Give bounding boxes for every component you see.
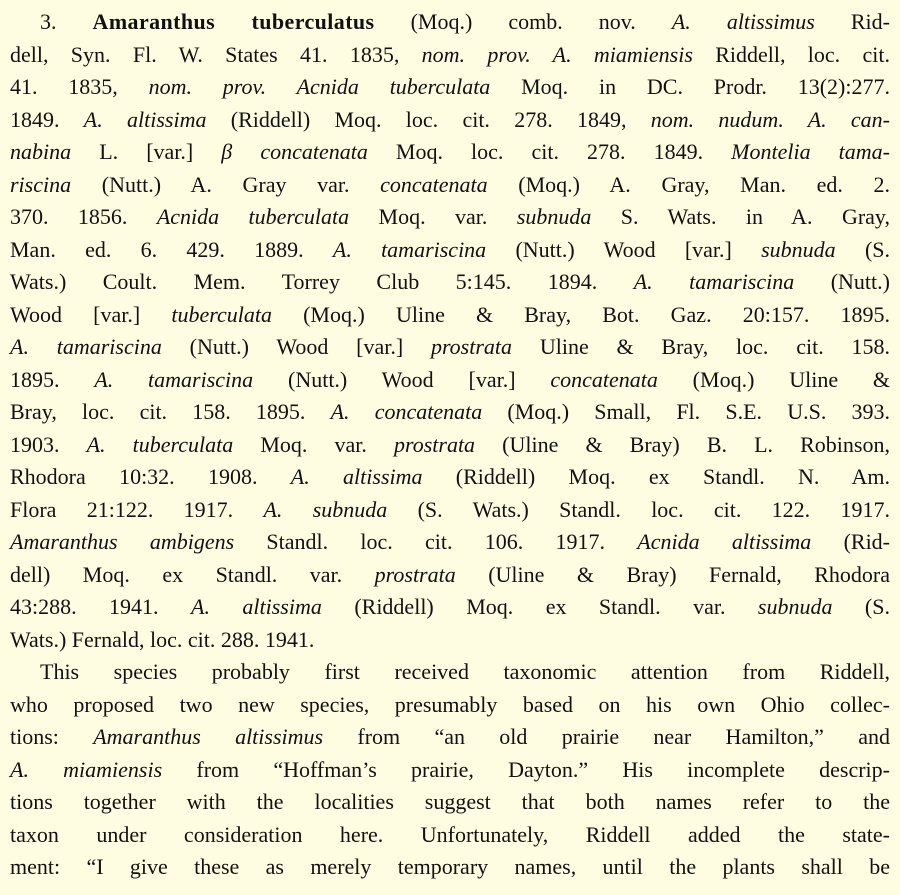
text-segment: 43:288. 1941. bbox=[10, 594, 192, 619]
text-segment: (Rid- bbox=[811, 529, 891, 554]
text-line bbox=[10, 234, 890, 267]
text-line bbox=[10, 39, 890, 72]
text-line bbox=[10, 689, 890, 722]
text-segment: (Moq.) Small, Fl. S.E. U.S. 393. bbox=[482, 399, 890, 424]
text-segment: Bray, loc. cit. 158. 1895. bbox=[10, 399, 331, 424]
italic-text: A. tamariscina bbox=[332, 236, 487, 262]
text-segment: 3. bbox=[40, 9, 93, 34]
italic-text: concatenata bbox=[550, 366, 658, 392]
italic-text: concatenata bbox=[380, 171, 488, 197]
text-line bbox=[10, 786, 890, 819]
text-segment: (S. bbox=[832, 594, 890, 619]
italic-text: A. tamariscina bbox=[94, 366, 254, 392]
italic-text: nabina bbox=[10, 139, 72, 164]
italic-text: subnuda bbox=[516, 204, 592, 229]
text-line bbox=[10, 201, 890, 234]
text-segment: taxon under consideration here. Unfortunately, Riddell added the state- bbox=[10, 821, 890, 847]
text-line bbox=[10, 71, 890, 104]
text-segment: (Nutt.) Wood [var.] bbox=[486, 236, 762, 262]
text-segment: who proposed two new species, presumably based on his own Ohio collec- bbox=[10, 691, 890, 717]
text-line bbox=[10, 461, 890, 494]
text-segment: (Moq.) Uline & Bray, Bot. Gaz. 20:157. 1895. bbox=[271, 301, 890, 327]
text-line bbox=[10, 656, 890, 689]
italic-text: A. tamariscina bbox=[633, 269, 795, 294]
text-segment: dell) Moq. ex Standl. var. bbox=[10, 561, 375, 587]
text-segment: 41. 1835, bbox=[10, 74, 149, 99]
italic-text: nom. nudum. A. can- bbox=[650, 106, 891, 132]
text-line bbox=[10, 136, 890, 169]
text-segment: Uline & Bray, loc. cit. 158. bbox=[512, 334, 890, 359]
text-segment: (Riddell) Moq. ex Standl. N. Am. bbox=[422, 464, 890, 489]
text-segment: (Nutt.) Wood [var.] bbox=[161, 334, 431, 359]
italic-text: A. altissimus bbox=[671, 9, 815, 34]
text-line bbox=[10, 104, 890, 137]
italic-text: A. altissima bbox=[83, 106, 207, 132]
italic-text: Acnida tuberculata bbox=[156, 204, 350, 229]
text-segment: Riddell, loc. cit. bbox=[692, 41, 890, 67]
text-segment: Rid- bbox=[814, 9, 890, 34]
text-segment: (Riddell) Moq. loc. cit. 278. 1849, bbox=[206, 106, 651, 132]
text-segment: (Nutt.) A. Gray var. bbox=[71, 171, 381, 197]
text-segment: from “Hoffman’s prairie, Dayton.” His incomplete descrip- bbox=[162, 756, 890, 782]
text-line bbox=[10, 721, 890, 754]
text-segment: Man. ed. 6. 429. 1889. bbox=[10, 236, 333, 262]
text-line bbox=[10, 299, 890, 332]
text-segment: (Moq.) Uline & bbox=[657, 366, 891, 392]
text-segment: (Nutt.) bbox=[794, 269, 890, 294]
italic-text: A. tuberculata bbox=[86, 431, 234, 457]
italic-text: A. altissima bbox=[290, 464, 423, 489]
text-segment: dell, Syn. Fl. W. States 41. 1835, bbox=[10, 41, 422, 67]
text-segment: (Nutt.) Wood [var.] bbox=[253, 366, 551, 392]
text-segment: Moq. in DC. Prodr. 13(2):277. bbox=[490, 74, 890, 99]
text-segment: ment: “I give these as merely temporary names, until the plants shall be bbox=[10, 854, 890, 879]
italic-text: A. miamiensis bbox=[10, 756, 163, 782]
text-segment: 1849. bbox=[10, 106, 84, 132]
italic-text: tuberculata bbox=[171, 301, 272, 327]
text-segment: 1895. bbox=[10, 366, 95, 392]
text-line bbox=[10, 266, 890, 299]
document-page bbox=[10, 6, 890, 884]
text-line bbox=[10, 169, 890, 202]
italic-text: A. concatenata bbox=[330, 399, 483, 424]
text-segment: (S. Wats.) Standl. loc. cit. 122. 1917. bbox=[387, 496, 890, 522]
text-segment: Moq. loc. cit. 278. 1849. bbox=[367, 139, 732, 164]
text-segment: 370. 1856. bbox=[10, 204, 157, 229]
text-segment: Wats.) Coult. Mem. Torrey Club 5:145. 1894. bbox=[10, 269, 634, 294]
text-segment: (Uline & Bray) B. L. Robinson, bbox=[475, 431, 890, 457]
text-segment: Standl. loc. cit. 106. 1917. bbox=[234, 529, 638, 554]
text-line bbox=[10, 591, 890, 624]
text-line bbox=[10, 559, 890, 592]
text-segment: (Moq.) A. Gray, Man. ed. 2. bbox=[487, 171, 890, 197]
text-segment: (S. bbox=[835, 236, 891, 262]
italic-text: subnuda bbox=[761, 236, 836, 262]
text-segment: (Riddell) Moq. ex Standl. var. bbox=[321, 594, 758, 619]
text-line bbox=[10, 494, 890, 527]
text-segment: Moq. var. bbox=[233, 431, 394, 457]
italic-text: Acnida altissima bbox=[637, 529, 812, 554]
text-segment: This species probably first received taxonomic attention from Riddell, bbox=[40, 659, 890, 684]
text-line bbox=[10, 526, 890, 559]
discussion-paragraph bbox=[10, 656, 890, 884]
italic-text: nom. prov. Acnida tuberculata bbox=[148, 74, 491, 99]
text-segment: L. [var.] bbox=[71, 139, 222, 164]
text-segment: (Uline & Bray) Fernald, Rhodora bbox=[455, 561, 890, 587]
text-line bbox=[10, 6, 890, 39]
text-segment: S. Wats. in A. Gray, bbox=[591, 204, 891, 229]
text-line bbox=[10, 429, 890, 462]
italic-text: subnuda bbox=[757, 594, 833, 619]
text-line bbox=[10, 624, 890, 657]
text-segment: tions together with the localities suggest that both names refer to the bbox=[10, 789, 890, 814]
italic-text: riscina bbox=[10, 171, 72, 197]
italic-text: β concatenata bbox=[221, 139, 368, 164]
italic-text: A. subnuda bbox=[263, 496, 388, 522]
text-segment: Wood [var.] bbox=[10, 301, 172, 327]
text-line bbox=[10, 364, 890, 397]
text-segment: Wats.) Fernald, loc. cit. 288. 1941. bbox=[10, 626, 315, 652]
text-line bbox=[10, 396, 890, 429]
italic-text: prostrata bbox=[430, 334, 513, 359]
italic-text: Amaranthus ambigens bbox=[10, 529, 235, 554]
text-segment: Moq. var. bbox=[349, 204, 517, 229]
text-line bbox=[10, 851, 890, 884]
italic-text: nom. prov. A. miamiensis bbox=[421, 41, 693, 67]
italic-text: Montelia tama- bbox=[731, 139, 890, 164]
species-name-bold: Amaranthus tuberculatus bbox=[92, 9, 375, 34]
text-line bbox=[10, 819, 890, 852]
text-segment: 1903. bbox=[10, 431, 87, 457]
text-line bbox=[10, 754, 890, 787]
species-entry-paragraph bbox=[10, 6, 890, 656]
italic-text: prostrata bbox=[374, 561, 456, 587]
text-segment: (Moq.) comb. nov. bbox=[374, 9, 672, 34]
italic-text: A. tamariscina bbox=[10, 334, 162, 359]
italic-text: A. altissima bbox=[191, 594, 322, 619]
text-segment: from “an old prairie near Hamilton,” and bbox=[323, 724, 890, 749]
text-line bbox=[10, 331, 890, 364]
text-segment: tions: bbox=[10, 724, 94, 749]
italic-text: prostrata bbox=[393, 431, 476, 457]
text-segment: Rhodora 10:32. 1908. bbox=[10, 464, 291, 489]
text-segment: Flora 21:122. 1917. bbox=[10, 496, 264, 522]
italic-text: Amaranthus altissimus bbox=[93, 724, 324, 749]
